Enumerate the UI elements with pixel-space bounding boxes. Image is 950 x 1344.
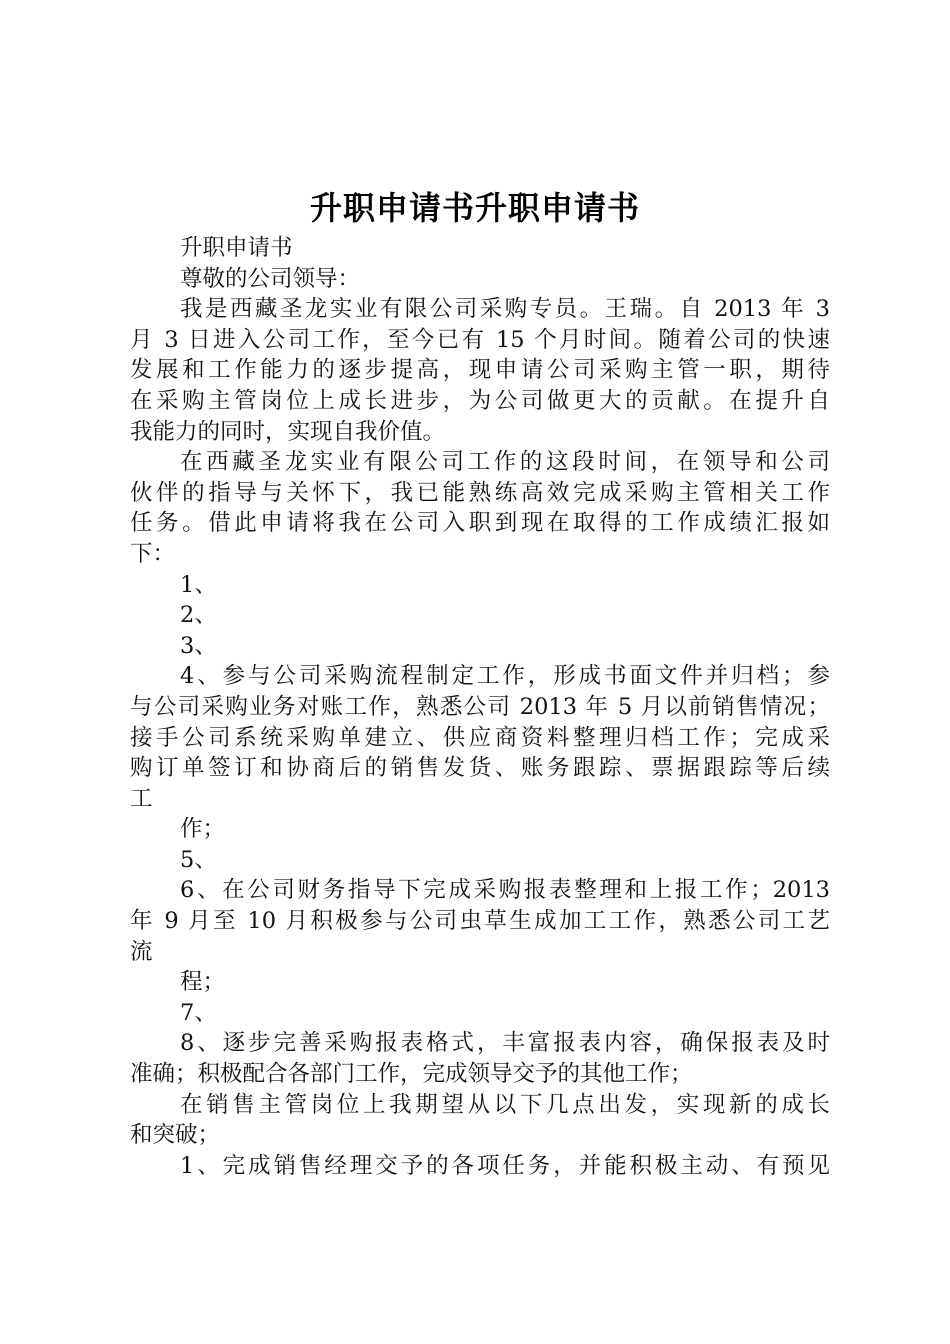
body-line: 发展和工作能力的逐步提高，现申请公司采购主管一职，期待	[130, 357, 830, 384]
body-line: 6、在公司财务指导下完成采购报表整理和上报工作；2013	[180, 877, 830, 904]
body-line: 流	[130, 938, 153, 965]
body-line: 伙伴的指导与关怀下，我已能熟练高效完成采购主管相关工作	[130, 479, 830, 506]
document-body	[130, 233, 830, 1181]
body-line: 在销售主管岗位上我期望从以下几点出发，实现新的成长	[180, 1091, 830, 1118]
body-line: 升职申请书	[180, 235, 293, 261]
body-line: 尊敬的公司领导：	[180, 265, 361, 292]
body-line: 年 9 月至 10 月积极参与公司虫草生成加工工作，熟悉公司工艺	[130, 908, 830, 935]
body-line: 2、	[180, 602, 217, 629]
body-line: 7、	[180, 999, 217, 1026]
body-line: 购订单签订和协商后的销售发货、账务跟踪、票据跟踪等后续	[130, 755, 830, 782]
body-line: 接手公司系统采购单建立、供应商资料整理归档工作；完成采	[130, 724, 830, 751]
body-line: 4、参与公司采购流程制定工作，形成书面文件并归档；参	[180, 663, 830, 690]
body-line: 1、	[180, 571, 217, 598]
body-line: 5、	[180, 846, 217, 873]
body-line: 在采购主管岗位上成长进步，为公司做更大的贡献。在提升自	[130, 387, 830, 414]
body-line: 下：	[130, 540, 176, 567]
body-line: 在西藏圣龙实业有限公司工作的这段时间，在领导和公司	[180, 449, 830, 476]
body-line: 任务。借此申请将我在公司入职到现在取得的工作成绩汇报如	[130, 510, 830, 537]
body-line: 月 3 日进入公司工作，至今已有 15 个月时间。随着公司的快速	[130, 326, 830, 353]
body-line: 与公司采购业务对账工作，熟悉公司 2013 年 5 月以前销售情况；	[130, 693, 830, 720]
body-line: 我能力的同时，实现自我价值。	[130, 418, 446, 445]
body-line: 我是西藏圣龙实业有限公司采购专员。王瑞。自 2013 年 3	[180, 296, 830, 323]
body-line: 1、完成销售经理交予的各项任务，并能积极主动、有预见	[180, 1152, 830, 1179]
body-line: 作；	[180, 816, 226, 843]
body-line: 工	[130, 785, 153, 812]
body-line: 准确；积极配合各部门工作，完成领导交予的其他工作；	[130, 1061, 693, 1088]
document-title: 升职申请书升职申请书	[309, 189, 640, 227]
body-line: 8、逐步完善采购报表格式，丰富报表内容，确保报表及时	[180, 1030, 830, 1057]
body-line: 程；	[180, 969, 226, 996]
body-line: 3、	[180, 632, 217, 659]
body-line: 和突破；	[130, 1122, 221, 1149]
